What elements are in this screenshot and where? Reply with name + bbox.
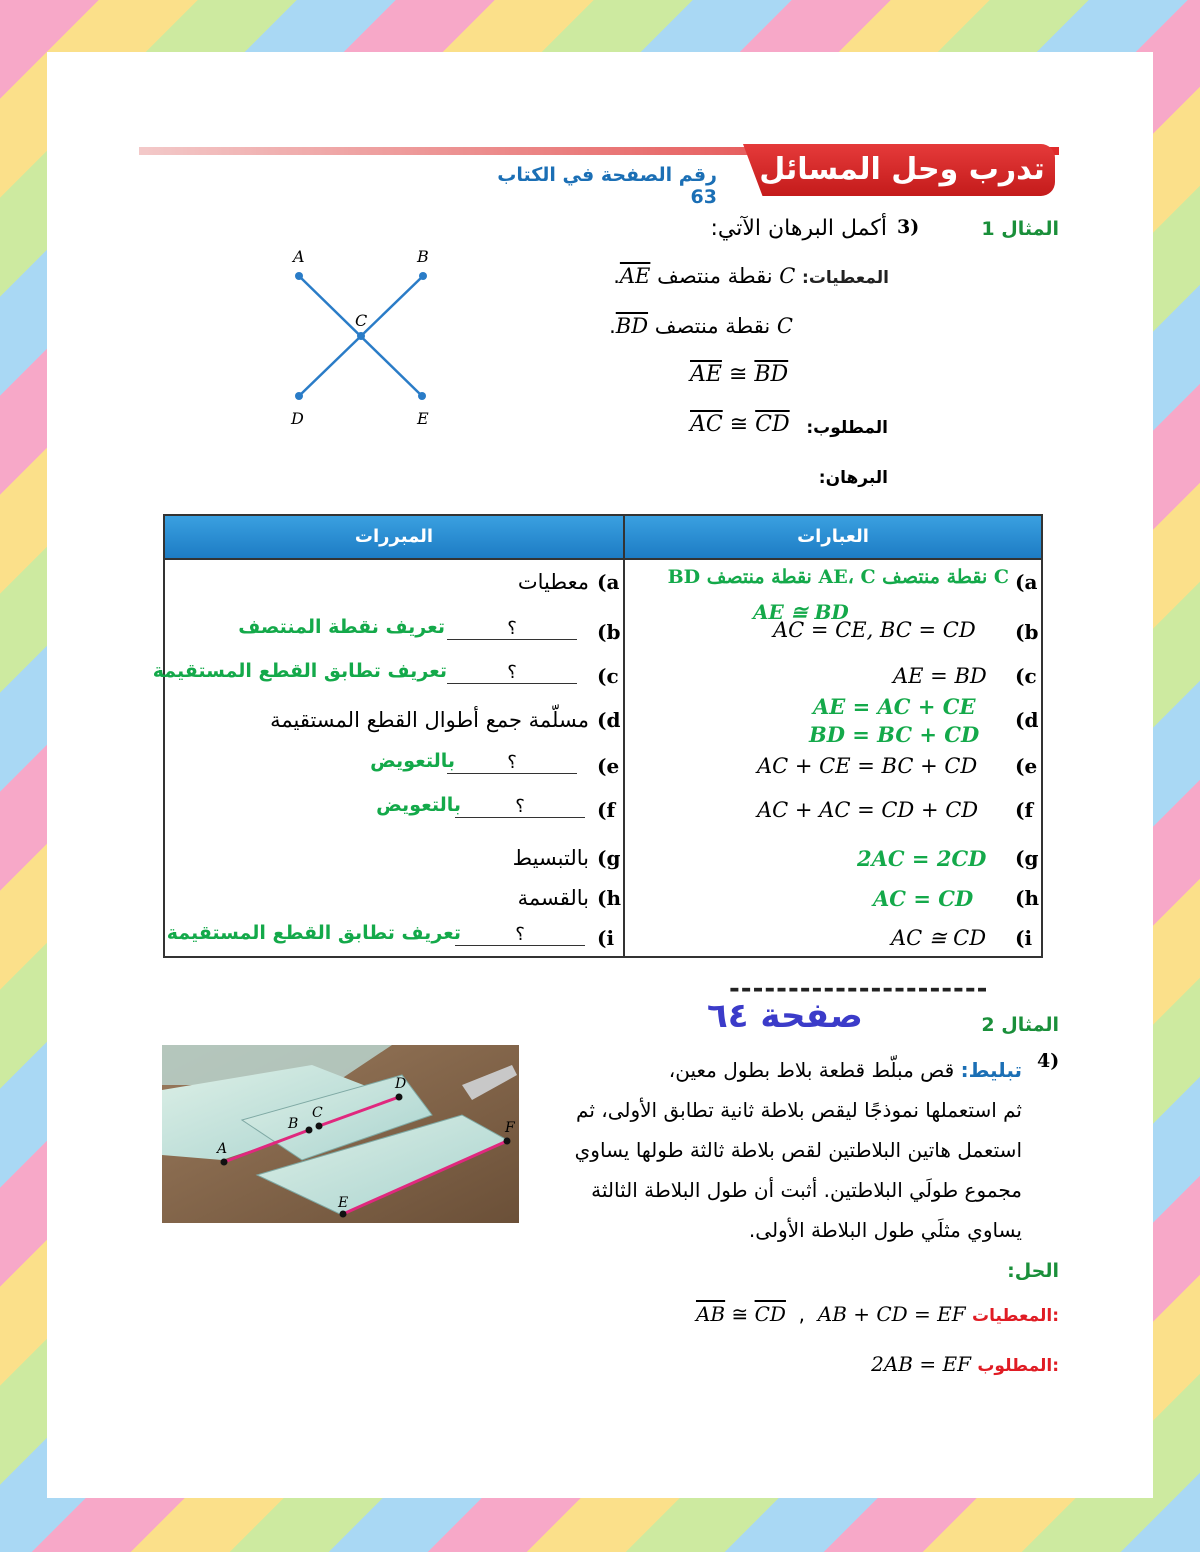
book-page-reference: رقم الصفحة في الكتاب 63 [497, 164, 717, 208]
required-statement [690, 412, 790, 437]
required-left: $\overline{AC}$ [690, 412, 723, 437]
example2-label: المثال 2 [981, 1014, 1059, 1036]
reason-text: بالتبسيط [512, 846, 589, 870]
statement-text: AC ≅ CD [891, 926, 987, 950]
exercise-number-2: 4) [1037, 1050, 1060, 1072]
given3-right: $\overline{BD}$ [754, 362, 789, 387]
statement-text: AC + AC = CD + CD [757, 798, 979, 822]
solution-givens: $\overline{AB}$ ≅ $\overline{CD}$ , AB + CD = EF المعطيات: [695, 1302, 1059, 1326]
intersecting-segments-figure [277, 242, 447, 432]
point-label-b: B [417, 247, 429, 266]
worksheet-page [47, 52, 1153, 1498]
table-row [165, 738, 1041, 782]
row-letter: (i [597, 926, 615, 950]
required-equation: 2AB = EF [871, 1352, 971, 1376]
congruent-symbol: ≅ [731, 1302, 749, 1326]
answer-blank[interactable]: ؟ [447, 618, 577, 640]
reason-answer: تعريف تطابق القطع المستقيمة [166, 922, 461, 944]
table-row [165, 782, 1041, 826]
tiling-problem-text [542, 1050, 1022, 1250]
point-label-a: A [293, 247, 305, 266]
given2-segment: BD [615, 314, 649, 338]
table-row [165, 870, 1041, 914]
exercise-prompt: أكمل البرهان الآتي: [710, 216, 887, 241]
proof-table [152, 514, 1043, 958]
given2-point: C [776, 314, 793, 338]
givens-label: المعطيات: [802, 268, 889, 288]
photo-label-f: F [505, 1120, 515, 1136]
given-seg-ab: $\overline{AB}$ [695, 1302, 726, 1326]
solution-required-label: المطلوب: [977, 1356, 1059, 1376]
statement-text: AC = CD [873, 886, 974, 911]
table-row [165, 912, 1041, 956]
photo-label-e: E [338, 1195, 349, 1211]
row-letter: (g [1015, 846, 1039, 870]
statement-text: 2AC = 2CD [857, 846, 987, 871]
given2-text: نقطة منتصف [654, 314, 771, 338]
answer-blank[interactable]: ؟ [447, 752, 577, 774]
problem-line: مجموع طولَي البلاطتين. أثبت أن طول البلاطة الثالثة [591, 1178, 1022, 1202]
row-letter: (i [1015, 926, 1033, 950]
given1-segment: AE [619, 264, 651, 288]
section-divider: ---------------------- [729, 974, 989, 1004]
row-letter: (e [1015, 754, 1038, 778]
given1-text: نقطة منتصف [657, 264, 773, 288]
reason-answer: تعريف تطابق القطع المستقيمة [152, 660, 447, 682]
proof-label: البرهان: [818, 468, 888, 488]
problem-line: يساوي مثلَي طول البلاطة الأولى. [748, 1218, 1022, 1242]
table-row [165, 826, 1041, 870]
statement-text: AE = BD [893, 664, 987, 688]
solution-label: الحل: [1007, 1260, 1059, 1282]
statement-text-2: BD = BC + CD [809, 722, 980, 747]
row-letter: (d [1015, 708, 1039, 732]
row-letter: (a [597, 570, 620, 594]
row-letter: (g [597, 846, 621, 870]
row-letter: (c [597, 664, 619, 688]
given-seg-cd: $\overline{CD}$ [754, 1302, 786, 1326]
section-title: تدرب وحل المسائل [759, 152, 1045, 187]
point-label-d: D [291, 409, 304, 428]
given-3 [690, 362, 788, 387]
statement-text: C نقطة منتصف AE، C نقطة منتصف BD [667, 566, 1009, 588]
reason-text: معطيات [517, 570, 589, 594]
row-letter: (b [1015, 620, 1039, 644]
reason-text: مسلّمة جمع أطوال القطع المستقيمة [270, 708, 589, 732]
problem-line: ثم استعملها نموذجًا ليقص بلاطة ثانية تطابق الأولى، ثم [576, 1098, 1022, 1122]
given1-point: C [779, 264, 796, 288]
given-2: C نقطة منتصف BD. [609, 314, 793, 338]
statement-text: AC + CE = BC + CD [757, 754, 978, 778]
required-right: $\overline{CD}$ [755, 412, 790, 437]
photo-label-b: B [288, 1116, 299, 1132]
row-letter: (b [597, 620, 621, 644]
table-row [165, 562, 1041, 606]
row-letter: (a [1015, 570, 1038, 594]
table-row [165, 600, 1041, 650]
answer-blank[interactable]: ؟ [455, 924, 585, 946]
exercise-number: 3) [897, 216, 920, 238]
reason-answer: تعريف نقطة المنتصف [238, 616, 445, 638]
congruent-symbol: ≅ [729, 412, 749, 437]
statements-header: العبارات [797, 526, 869, 547]
required-label: المطلوب: [806, 418, 888, 438]
table-header [165, 516, 1041, 558]
congruent-symbol: ≅ [728, 362, 748, 387]
point-label-c: C [355, 311, 368, 330]
row-letter: (f [597, 798, 616, 822]
solution-required [747, 1352, 1059, 1376]
given3-left: $\overline{AE}$ [690, 362, 722, 387]
row-letter: (d [597, 708, 621, 732]
row-letter: (e [597, 754, 620, 778]
page-64-heading: صفحة ٦٤ [707, 996, 863, 1036]
given-sum-equation: AB + CD = EF [817, 1302, 966, 1326]
solution-givens-label: المعطيات: [972, 1306, 1059, 1326]
given-1: المعطيات: C نقطة منتصف AE. [613, 264, 889, 288]
row-letter: (h [597, 886, 622, 910]
photo-label-c: C [312, 1105, 323, 1121]
reason-text: بالقسمة [517, 886, 589, 910]
answer-blank[interactable]: ؟ [455, 796, 585, 818]
example1-label: المثال 1 [981, 218, 1059, 240]
statement-text: AE = AC + CE [813, 694, 976, 719]
table-row [152, 650, 1041, 694]
statement-extra: AE ≅ BD [753, 600, 849, 624]
row-letter: (f [1015, 798, 1034, 822]
problem-line: قص مبلّط قطعة بلاط بطول معين، [668, 1058, 955, 1082]
reasons-header: المبررات [354, 526, 434, 547]
row-letter: (c [1015, 664, 1037, 688]
photo-label-d: D [395, 1076, 407, 1092]
application-label: تبليط: [960, 1058, 1022, 1082]
tiles-photo [162, 1045, 519, 1223]
table-row [165, 694, 1041, 747]
reason-answer: بالتعويض [370, 750, 455, 772]
row-letter: (h [1015, 886, 1040, 910]
reason-answer: بالتعويض [376, 794, 461, 816]
statement-text: AC = CE, BC = CD [773, 618, 976, 642]
point-label-e: E [417, 409, 429, 428]
problem-line: استعمل هاتين البلاطتين لقص بلاطة ثالثة طولها يساوي [574, 1138, 1022, 1162]
answer-blank[interactable]: ؟ [447, 662, 577, 684]
photo-label-a: A [217, 1141, 228, 1157]
